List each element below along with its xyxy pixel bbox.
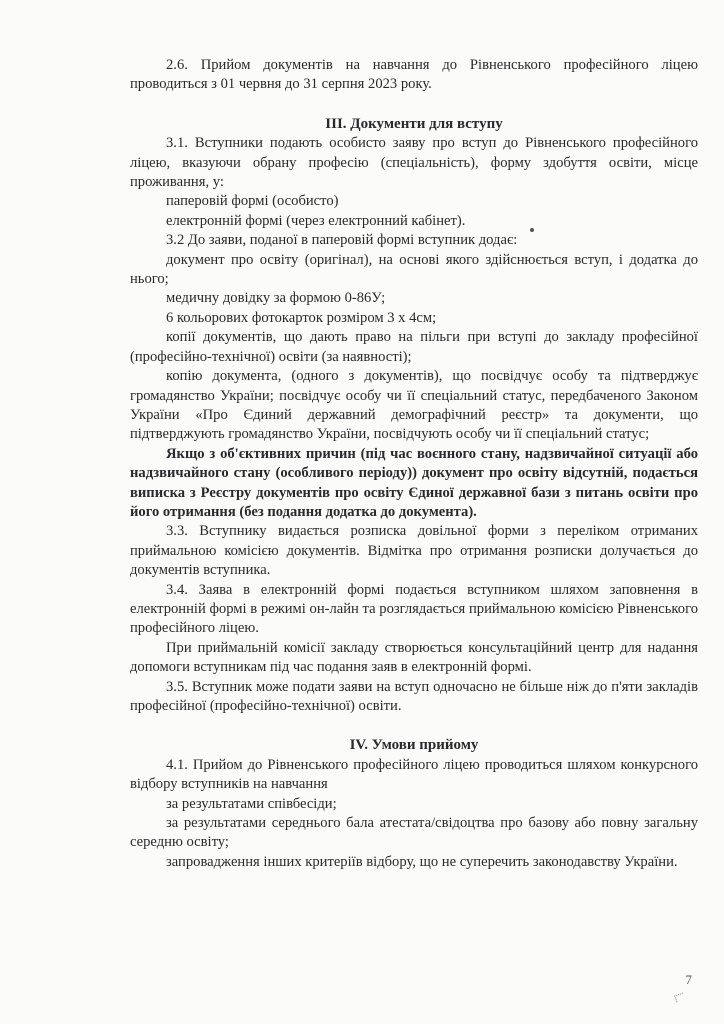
section-4-heading: IV. Умови прийому: [349, 737, 479, 754]
scan-artifact-dot: [530, 228, 534, 232]
attachment-item: копію документа, (одного з документів), що посвідчує особу та підтверджує громадянство України; посвідчує особу чи її спеціальний статус, передбаченого Законом України «Про Єдиний державний демографічний реєстр» та документи, що підтверджують громадянство України, посвідчують особу чи її спеціальний статус;: [130, 368, 698, 443]
attachment-item: 6 кольорових фотокарток розміром 3 х 4см;: [166, 309, 437, 326]
criteria-item: за результатами співбесіди;: [166, 795, 337, 812]
paragraph-3-4: 3.4. Заява в електронній формі подається вступником шляхом заповнення в електронній формі в режимі он-лайн та розглядається приймальною комісією Рівненського професійного ліцею.: [130, 581, 698, 637]
criteria-item: запровадження інших критеріїв відбору, що не суперечить законодавству України.: [166, 853, 678, 870]
section-3-heading: ІІІ. Документи для вступу: [325, 115, 503, 132]
paragraph-3-5: 3.5. Вступник може подати заяви на вступ одночасно не більше ніж до п'яти закладів професійної (професійно-технічної) освіти.: [130, 678, 698, 714]
page-number: 7: [685, 972, 692, 987]
bold-note: Якщо з об'єктивних причин (під час воєнного стану, надзвичайної ситуації або надзвичайного стану (особливого періоду)) документ про освіту відсутній, подається виписка з Реєстру документів про освіту Єдиної державної бази з питань освіти про його отримання (без подання додатка до документа).: [130, 445, 698, 520]
form-item-electronic: електронній формі (через електронний кабінет).: [166, 212, 466, 229]
scan-artifact-mark: [674, 993, 685, 1003]
criteria-item: за результатами середнього бала атестата/свідоцтва про базову або повну загальну середню освіту;: [130, 815, 698, 851]
attachment-item: медичну довідку за формою 0-86У;: [166, 290, 386, 307]
paragraph-3-3: 3.3. Вступнику видається розписка довільної форми з переліком отриманих приймальною комісією документів. Відмітка про отримання розписки долучається до документів вступника.: [130, 523, 698, 579]
attachment-item: копії документів, що дають право на пільги при вступі до закладу професійної (професійно-технічної) освіти (за наявності);: [130, 329, 698, 365]
document-page: [130, 56, 698, 872]
attachment-item: документ про освіту (оригінал), на основі якого здійснюється вступ, і додатка до нього;: [130, 251, 698, 288]
paragraph-4-1: 4.1. Прийом до Рівненського професійного ліцею проводиться шляхом конкурсного відбору вступників на навчання: [130, 756, 698, 793]
paragraph-consultation: При приймальній комісії закладу створюється консультаційний центр для надання допомоги вступникам під час подання заяв в електронній формі.: [130, 639, 698, 676]
form-item-paper: паперовій формі (особисто): [166, 193, 339, 210]
paragraph-3-1: 3.1. Вступники подають особисто заяву про вступ до Рівненського професійного ліцею, вказуючи обрану професію (спеціальність), форму здобуття освіти, місце проживання, у:: [130, 135, 698, 191]
paragraph-2-6: 2.6. Прийом документів на навчання до Рівненського професійного ліцею проводиться з 01 червня до 31 серпня 2023 року.: [130, 57, 698, 93]
paragraph-3-2: 3.2 До заяви, поданої в паперовій формі вступник додає:: [166, 232, 518, 249]
